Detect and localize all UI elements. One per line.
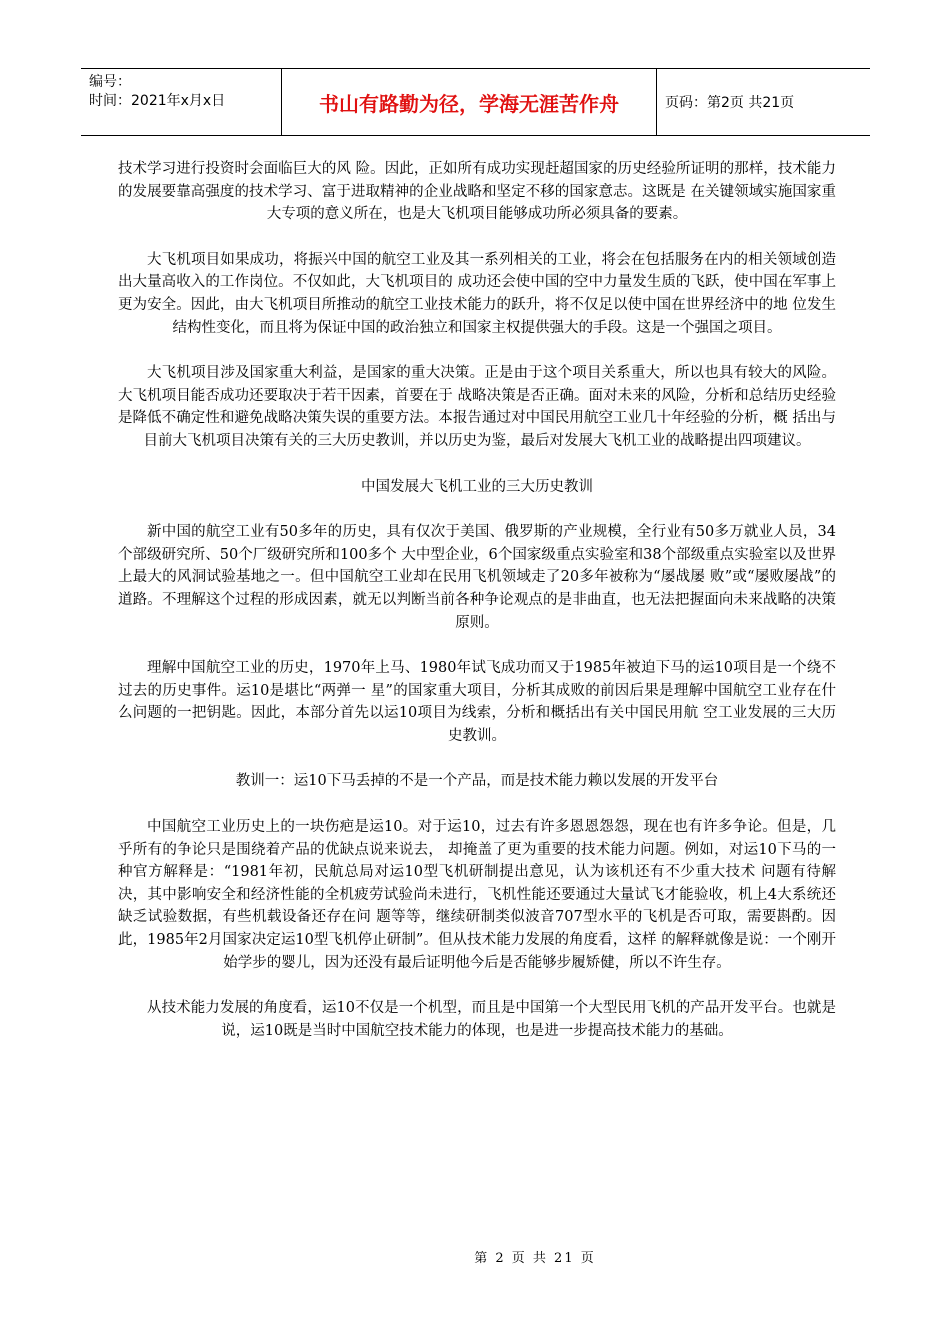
paragraph-3: 大飞机项目涉及国家重大利益，是国家的重大决策。正是由于这个项目关系重大，所以也具有较大的风险。大飞机项目能否成功还要取决于若干因素，首要在于 战略决策是否正确。面对未来的风险，分析和总结历史经验是降低不确定性和避免战略决策失误的重要方法。本报告通过对中国民用航空工业几十年经验的分析，概 括出与目前大飞机项目决策有关的三大历史教训，并以历史为鉴，最后对发展大飞机工业的战略提出四项建议。 [118, 365, 836, 449]
paragraph-6: 中国航空工业历史上的一块伤疤是运10。对于运10，过去有许多恩恩怨怨，现在也有许多争论。但是，几乎所有的争论只是围绕着产品的优缺点说来说去， 却掩盖了更为重要的技术能力问题。例如，对运10下马的一种官方解释是：“1981年初，民航总局对运10型飞机研制提出意见，认为该机还有不少重大技术 问题有待解决，其中影响安全和经济性能的全机疲劳试验尚未进行，飞机性能还要通过大量试飞才能验收，机上4大系统还缺乏试验数据，有些机载设备还存在问 题等等，继续研制类似波音707型水平的飞机是否可取，需要斟酌。因此，1985年2月国家决定运10型飞机停止研制”。但从技术能力发展的角度看，这样 的解释就像是说：一个刚开始学步的婴儿，因为还没有最后证明他今后是否能够步履矫健，所以不许生存。 [118, 819, 836, 971]
paragraph-7: 从技术能力发展的角度看，运10不仅是一个机型，而且是中国第一个大型民用飞机的产品开发平台。也就是说，运10既是当时中国航空技术能力的体现，也是进一步提高技术能力的基础。 [147, 1000, 836, 1039]
header-meta [81, 69, 282, 135]
lesson-heading: 教训一：运10下马丢掉的不是一个产品，而是技术能力赖以发展的开发平台 [235, 773, 719, 790]
header-motto: 书山有路勤为径，学海无涯苦作舟 [282, 69, 657, 135]
paragraph-1: 技术学习进行投资时会面临巨大的风 险。因此，正如所有成功实现赶超国家的历史经验所证明的那样，技术能力的发展要靠高强度的技术学习、富于进取精神的企业战略和坚定不移的国家意志。这既是 在关键领域实施国家重大专项的意义所在，也是大飞机项目能够成功所必须具备的要素。 [118, 161, 836, 223]
page-header [81, 68, 870, 136]
document-body [118, 158, 836, 1065]
footer-page-number: 第 2 页 共 21 页 [474, 1251, 596, 1266]
page-footer [0, 1247, 950, 1266]
document-number-label: 编号： [89, 74, 131, 90]
paragraph-4: 新中国的航空工业有50多年的历史，具有仅次于美国、俄罗斯的产业规模，全行业有50多万就业人员，34个部级研究所、50个厂级研究所和100多个 大中型企业，6个国家级重点实验室和38个部级重点实验室以及世界上最大的风洞试验基地之一。但中国航空工业却在民用飞机领域走了20多年被称为“屡战屡 败”或“屡败屡战”的道路。不理解这个过程的形成因素，就无以判断当前各种争论观点的是非曲直，也无法把握面向未来战略的决策原则。 [118, 524, 836, 631]
section-heading: 中国发展大飞机工业的三大历史教训 [361, 478, 593, 495]
header-page-label: 页码：第2页 共21页 [665, 95, 795, 111]
document-time-label: 时间：2021年x月x日 [89, 93, 226, 109]
paragraph-2: 大飞机项目如果成功，将振兴中国的航空工业及其一系列相关的工业，将会在包括服务在内的相关领域创造出大量高收入的工作岗位。不仅如此，大飞机项目的 成功还会使中国的空中力量发生质的飞跃，使中国在军事上更为安全。因此，由大飞机项目所推动的航空工业技术能力的跃升，将不仅足以使中国在世界经济中的地 位发生结构性变化，而且将为保证中国的政治独立和国家主权提供强大的手段。这是一个强国之项目。 [118, 251, 836, 336]
paragraph-5: 理解中国航空工业的历史，1970年上马、1980年试飞成功而又于1985年被迫下马的运10项目是一个绕不过去的历史事件。运10是堪比“两弹一 星”的国家重大项目，分析其成败的前因后果是理解中国航空工业存在什么问题的一把钥匙。因此，本部分首先以运10项目为线索，分析和概括出有关中国民用航 空工业发展的三大历史教训。 [118, 660, 836, 744]
